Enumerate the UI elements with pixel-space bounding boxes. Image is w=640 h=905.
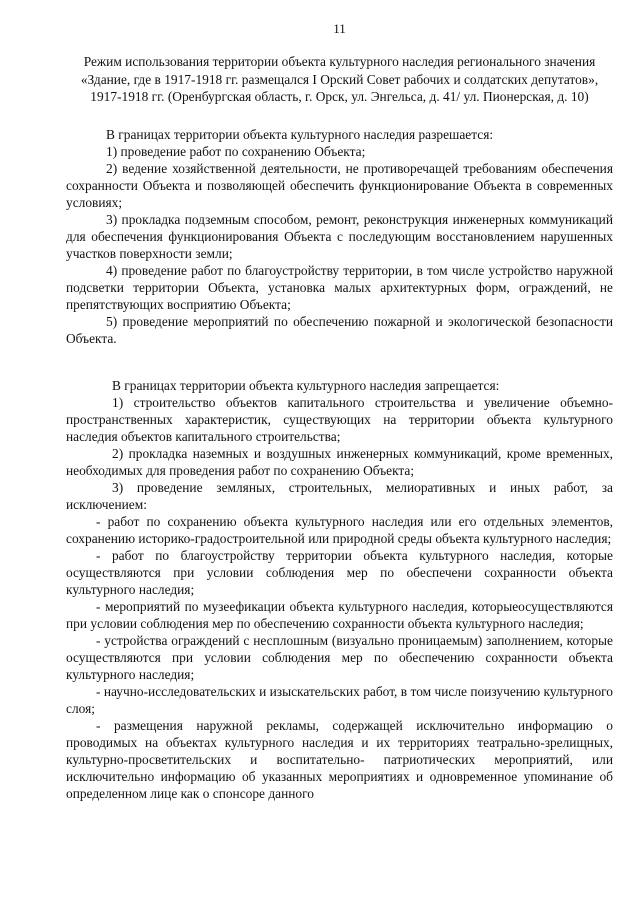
document-title: Режим использования территории объекта культурного наследия регионального значения «Здание, где в 1917-1918 гг. размещался I Орский Совет рабочих и солдатских депутатов», 1917-1918 гг. (Оренбургская область, г. Орск, ул. Энгельса, д. 41/ ул. Пионерская, д. 10) xyxy=(80,54,599,104)
list-item: 2) ведение хозяйственной деятельности, не противоречащей требованиям обеспечения сохранности Объекта и позволяющей обеспечить функционирование Объекта в современных условиях; xyxy=(66,160,613,210)
exception-item: - устройства ограждений с несплошным (визуально проницаемым) заполнением, которые осуществляются при условии соблюдения мер по обеспечению сохранности объекта культурного наследия; xyxy=(66,632,613,682)
list-item: 2) прокладка наземных и воздушных инженерных коммуникаций, кроме временных, необходимых для проведения работ по сохранению Объекта; xyxy=(66,445,613,478)
section-heading: В границах территории объекта культурного наследия запрещается: xyxy=(112,377,500,393)
list-item: 3) проведение земляных, строительных, мелиоративных и иных работ, за исключением: xyxy=(66,479,613,512)
list-item: 5) проведение мероприятий по обеспечению пожарной и экологической безопасности Объекта. xyxy=(66,313,613,346)
list-item: 1) проведение работ по сохранению Объекта; xyxy=(106,143,366,159)
list-item: 4) проведение работ по благоустройству территории, в том числе устройство наружной подсветки территории Объекта, установка малых архитектурных форм, ограждений, не препятствующих восприятию Объекта; xyxy=(66,262,613,312)
exception-item: - работ по благоустройству территории объекта культурного наследия, которые осуществляются при условии соблюдения мер по обеспечени сохранности объекта культурного наследия; xyxy=(66,547,613,597)
list-item: 1) строительство объектов капитального строительства и увеличение объемно-пространственных характеристик, существующих на территории объекта культурного наследия объектов капитального строительства; xyxy=(66,394,613,444)
page-number: 11 xyxy=(333,21,346,36)
section-allowed xyxy=(66,126,613,347)
exception-item: - работ по сохранению объекта культурного наследия или его отдельных элементов, сохранению историко-градостроительной или природной среды объекта культурного наследия; xyxy=(66,513,613,546)
exception-item: - научно-исследовательских и изыскательских работ, в том числе поизучению культурного слоя; xyxy=(66,683,613,716)
section-prohibited xyxy=(66,377,613,802)
list-item: 3) прокладка подземным способом, ремонт, реконструкция инженерных коммуникаций для обеспечения функционирования Объекта с последующим восстановлением нарушенных участков поверхности земли; xyxy=(66,211,613,261)
section-heading: В границах территории объекта культурного наследия разрешается: xyxy=(106,126,494,142)
exception-item: - мероприятий по музеефикации объекта культурного наследия, которыеосуществляются при условии соблюдения мер по обеспечению сохранности объекта культурного наследия; xyxy=(66,598,613,631)
exception-item: - размещения наружной рекламы, содержащей исключительно информацию о проводимых на объектах культурного наследия и их территориях театрально-зрелищных, культурно-просветительских и воспитательно- патриотических мероприятий, или исключительно информацию об указанных мероприятиях и одновременное упоминание об определенном лице как о спонсоре данного xyxy=(66,717,613,801)
